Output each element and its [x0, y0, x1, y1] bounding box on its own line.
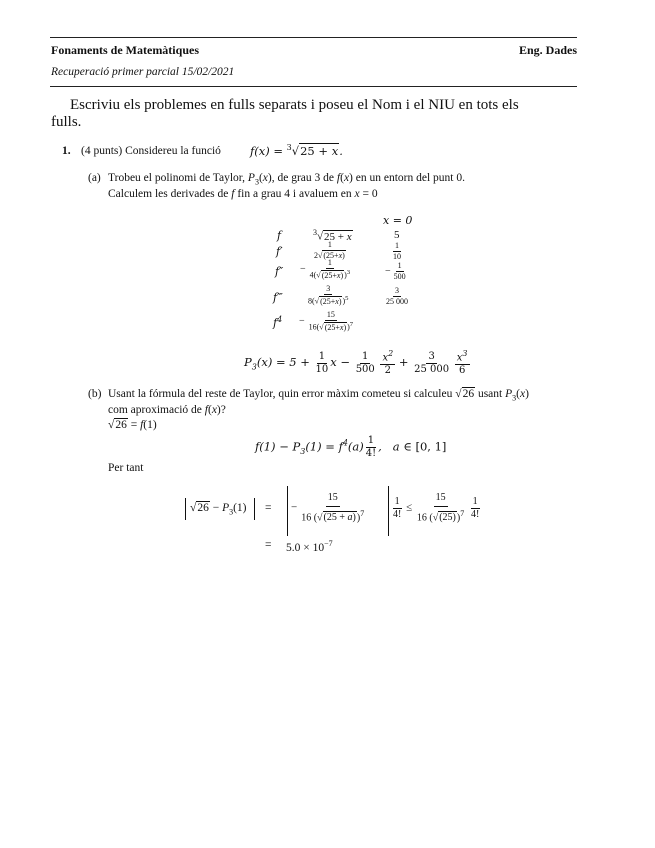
- taylor-polynomial: $P_3(x) = 5$ + $\frac{1}{10}$ x − $\frac{1}{500}$ $\frac{x^2}{2}$ + $\frac{3}{25 000}$ $\frac{x^3}{6}$: [244, 349, 468, 377]
- sqrt26-identity: √26 = f(1): [108, 419, 157, 431]
- problem-statement: (4 punts) Considereu la funció: [81, 145, 221, 157]
- error-middle: − $\frac{15}{16 (√(25 + a))^7}$: [291, 492, 365, 524]
- course-title: Fonaments de Matemàtiques: [51, 43, 199, 57]
- taylor-remainder: $f(1) - P_3(1) = f^4(a)$ $\frac{1}{4!}$ , a ∈ [0, 1]: [255, 435, 447, 459]
- part-b-label: (b): [88, 388, 102, 400]
- problem-number: 1.: [62, 145, 71, 157]
- header-rule: [50, 86, 577, 87]
- part-b-line-2: com aproximació de f(x)?: [108, 404, 226, 416]
- part-b-line-1: Usant la fórmula del reste de Taylor, quin error màxim cometeu si calculeu √26 usant $P_3(x)$: [108, 388, 529, 403]
- part-a-line-1: Trobeu el polinomi de Taylor, $P_3(x)$, de grau 3 de f(x) en un entorn del punt 0.: [108, 172, 465, 187]
- problem-function: f(x) = $^3$√25 + x.: [250, 143, 343, 158]
- abs-bar-left-1: [185, 498, 186, 520]
- row-f4-name: $f^4$: [273, 315, 283, 330]
- part-b-text-1a: Usant la fórmula del reste de Taylor, quin error màxim cometeu si calculeu: [108, 388, 453, 400]
- row-f4-expr: − $\frac{15}{16(√(25+x))^7}$: [299, 310, 354, 332]
- part-a-line-2: Calculem les derivades de f fin a grau 4 i avaluem en x = 0: [108, 188, 378, 200]
- abs-bar-right-1: [254, 498, 255, 520]
- row-f3-name: f‴: [273, 291, 283, 304]
- row-f-name: f: [277, 229, 282, 242]
- instructions-line-1: Escriviu els problemes en fulls separats i poseu el Nom i el NIU en tots els: [70, 97, 519, 113]
- row-f2-name: f″: [275, 265, 284, 278]
- row-f1-value: $\frac{1}{10}$: [393, 241, 401, 261]
- abs-bar-right-2: [388, 486, 389, 536]
- part-b-text-1b: usant: [477, 388, 503, 400]
- row-f3-value: $\frac{3}{25 000}$: [386, 286, 408, 306]
- equals-1: =: [265, 502, 272, 514]
- row-f1-expr: $\frac{1}{2√(25+x)}$: [314, 240, 345, 260]
- exam-subtitle: Recuperació primer parcial 15/02/2021: [51, 66, 235, 78]
- error-bound-rhs: $\frac{1}{4!}$ ≤ $\frac{15}{16 (√(25))^7}$ $\frac{1}{4!}$: [393, 492, 480, 524]
- row-f3-expr: $\frac{3}{8(√(25+x))^5}$: [308, 284, 349, 306]
- row-f2-expr: − $\frac{1}{4(√(25+x))^3}$: [300, 258, 351, 280]
- error-result: $5.0 \times 10^{-7}$: [286, 539, 333, 554]
- row-f-expr: $^3$√25 + x: [313, 228, 352, 243]
- abs-bar-left-2: [287, 486, 288, 536]
- row-f1-name: f′: [276, 245, 283, 258]
- error-lhs: $√26 - P_3(1)$: [190, 502, 247, 517]
- row-f-value: 5: [394, 229, 400, 241]
- instructions-line-2: fulls.: [51, 114, 82, 130]
- table-header: x = 0: [383, 214, 413, 227]
- row-f2-value: − $\frac{1}{500}$: [385, 261, 406, 281]
- degree-name: Eng. Dades: [518, 43, 577, 57]
- per-tant: Per tant: [108, 462, 144, 474]
- part-a-label: (a): [88, 172, 101, 184]
- equals-2: =: [265, 539, 272, 551]
- top-rule: [50, 37, 577, 38]
